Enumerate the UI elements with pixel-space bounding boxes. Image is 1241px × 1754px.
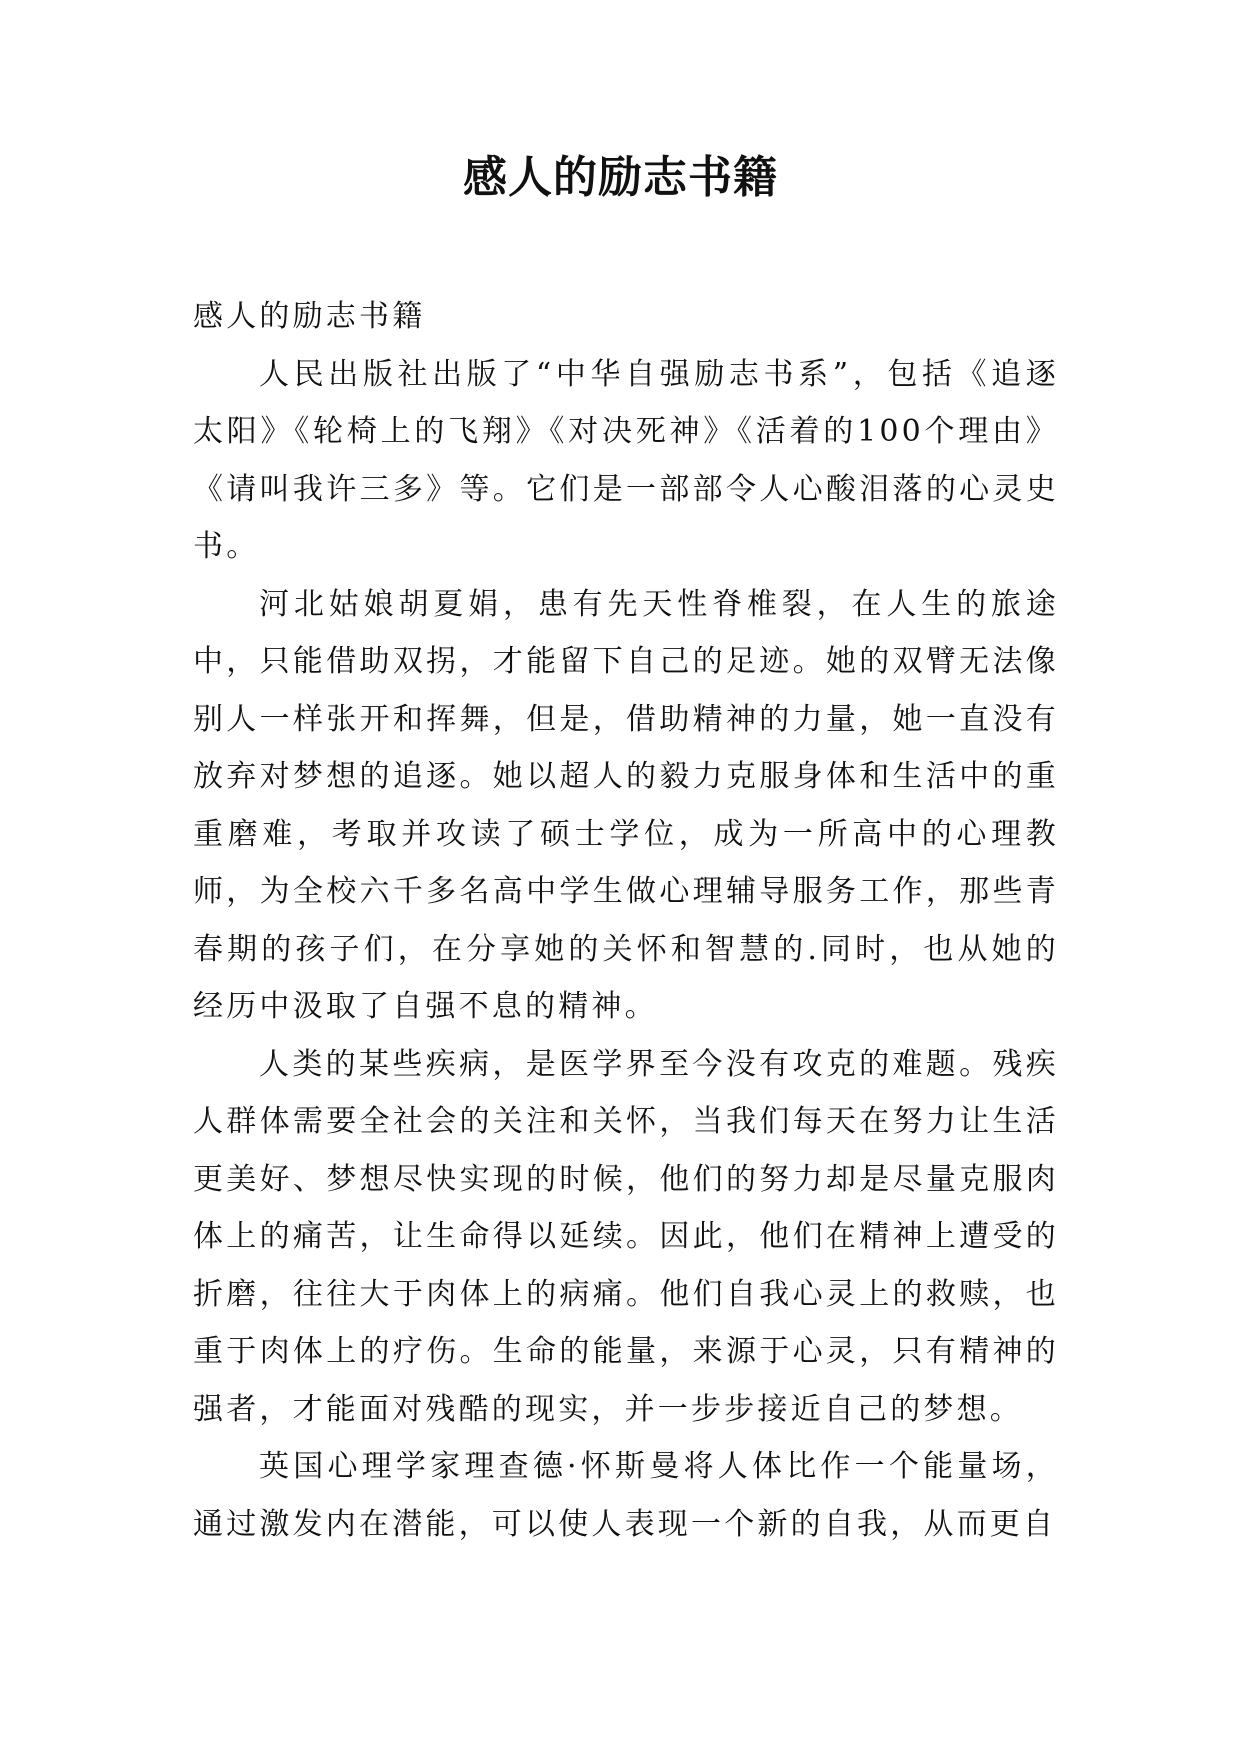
paragraph-book-series: 人民出版社出版了“中华自强励志书系”，包括《追逐太阳》《轮椅上的飞翔》《对决死神》《活着的100个理由》《请叫我许三多》等。它们是一部部令人心酸泪落的心灵史书。 — [193, 356, 1059, 564]
document-body — [193, 288, 1059, 1553]
paragraph-disabled-community: 人类的某些疾病，是医学界至今没有攻克的难题。残疾人群体需要全社会的关注和关怀，当我们每天在努力让生活更美好、梦想尽快实现的时候，他们的努力却是尽量克服肉体上的痛苦，让生命得以延续。因此，他们在精神上遭受的折磨，往往大于肉体上的病痛。他们自我心灵上的救赎，也重于肉体上的疗伤。生命的能量，来源于心灵，只有精神的强者，才能面对残酷的现实，并一步步接近自己的梦想。 — [193, 1046, 1059, 1427]
document-title: 感人的励志书籍 — [463, 152, 778, 203]
subtitle-paragraph: 感人的励志书籍 — [193, 299, 426, 334]
paragraph-hu-xiajuan: 河北姑娘胡夏娟，患有先天性脊椎裂，在人生的旅途中，只能借助双拐，才能留下自己的足迹。她的双臂无法像别人一样张开和挥舞，但是，借助精神的力量，她一直没有放弃对梦想的追逐。她以超人的毅力克服身体和生活中的重重磨难，考取并攻读了硕士学位，成为一所高中的心理教师，为全校六千多名高中学生做心理辅导服务工作，那些青春期的孩子们，在分享她的关怀和智慧的.同时，也从她的经历中汲取了自强不息的精神。 — [193, 586, 1059, 1024]
paragraph-wiseman: 英国心理学家理查德·怀斯曼将人体比作一个能量场，通过激发内在潜能，可以使人表现一个新的自我，从而更自 — [193, 1449, 1059, 1542]
